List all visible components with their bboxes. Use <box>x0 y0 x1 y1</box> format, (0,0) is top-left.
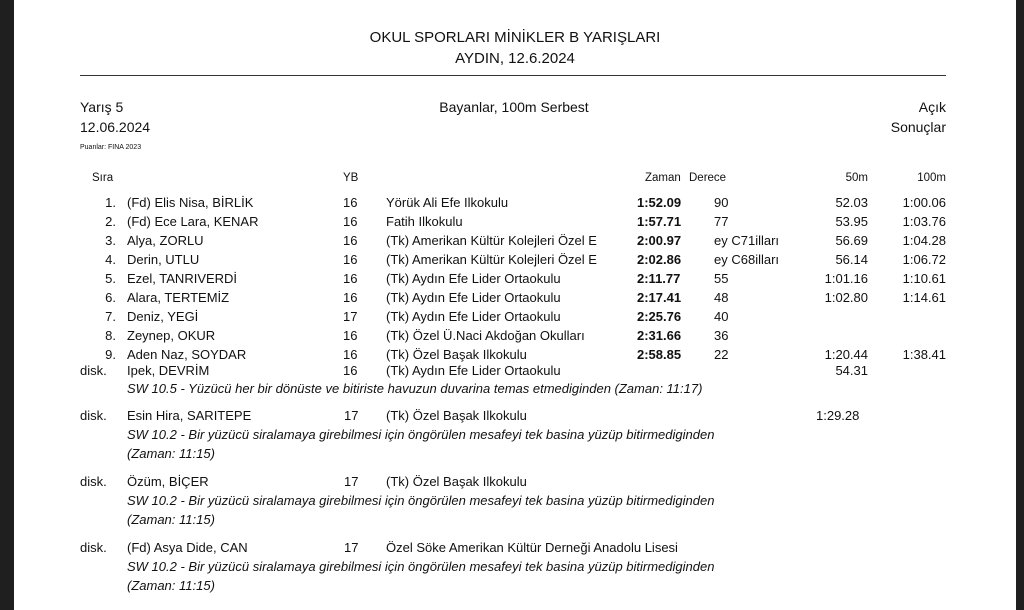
column-100m: 100m <box>917 172 946 184</box>
dq-birth-year: 17 <box>344 408 359 423</box>
dq-reason-time: (Zaman: 11:15) <box>127 446 215 461</box>
result-place: 7. <box>105 309 116 324</box>
club-name: (Tk) Aydın Efe Lider Ortaokulu <box>386 309 561 324</box>
birth-year: 16 <box>343 328 358 343</box>
result-place: 1. <box>105 195 116 210</box>
birth-year: 16 <box>343 347 358 362</box>
dq-club-name: (Tk) Özel Başak Ilkokulu <box>386 408 527 423</box>
swimmer-name: (Fd) Elis Nisa, BİRLİK <box>127 195 254 210</box>
birth-year: 16 <box>343 271 358 286</box>
dq-club-name: (Tk) Özel Başak Ilkokulu <box>386 474 527 489</box>
points: 55 <box>714 271 729 286</box>
club-name: (Tk) Aydın Efe Lider Ortaokulu <box>386 271 561 286</box>
dq-reason: SW 10.2 - Bir yüzücü siralamaya girebilmesi için öngörülen mesafeyi tek basina yüzüp bitirmediginden <box>127 493 715 508</box>
split-50m: 1:01.16 <box>824 271 868 286</box>
dq-reason-time: (Zaman: 11:15) <box>127 578 215 593</box>
swim-time: 1:57.71 <box>637 214 682 229</box>
birth-year: 17 <box>343 309 358 324</box>
dq-split: 1:29.28 <box>816 408 860 423</box>
birth-year: 16 <box>343 195 358 210</box>
swimmer-name: Aden Naz, SOYDAR <box>127 347 247 362</box>
dq-place: disk. <box>80 474 107 489</box>
result-place: 5. <box>105 271 116 286</box>
swim-time: 2:11.77 <box>637 271 681 286</box>
swim-time: 2:31.66 <box>637 328 682 343</box>
split-100m: 1:03.76 <box>902 214 946 229</box>
points: 40 <box>714 309 729 324</box>
club-name: Fatih Ilkokulu <box>386 214 463 229</box>
result-place: 9. <box>105 347 116 362</box>
column-yob: YB <box>343 172 359 184</box>
dq-birth-year: 17 <box>344 540 359 555</box>
swim-time: 2:58.85 <box>637 347 682 362</box>
column-time: Zaman <box>645 172 681 184</box>
split-50m: 1:20.44 <box>824 347 868 362</box>
split-50m: 56.69 <box>835 233 868 248</box>
event-type: Sonuçlar <box>890 119 946 135</box>
club-name: Yörük Ali Efe Ilkokulu <box>386 195 509 210</box>
birth-year: 16 <box>343 252 358 267</box>
points: 77 <box>714 214 729 229</box>
dq-club-name: Özel Söke Amerikan Kültür Derneği Anadolu Lisesi <box>386 540 678 555</box>
points: 48 <box>714 290 729 305</box>
swimmer-name: Deniz, YEGİ <box>127 309 199 324</box>
event-category: Açık <box>918 99 946 115</box>
club-name: (Tk) Amerikan Kültür Kolejleri Özel E <box>386 233 597 248</box>
points: 22 <box>714 347 729 362</box>
results-page <box>14 0 1016 610</box>
column-rank: Derece <box>689 172 727 184</box>
swim-time: 2:02.86 <box>637 252 682 267</box>
split-100m: 1:00.06 <box>902 195 946 210</box>
points: 90 <box>714 195 729 210</box>
dq-club-name: (Tk) Aydın Efe Lider Ortaokulu <box>386 363 561 378</box>
points: ey C71ilları <box>714 233 780 248</box>
swimmer-name: (Fd) Ece Lara, KENAR <box>127 214 259 229</box>
split-100m: 1:10.61 <box>902 271 946 286</box>
dq-birth-year: 17 <box>344 474 359 489</box>
swimmer-name: Alya, ZORLU <box>127 233 204 248</box>
document-subtitle: AYDIN, 12.6.2024 <box>455 50 575 67</box>
points-note: Puanlar: FINA 2023 <box>80 144 142 151</box>
birth-year: 16 <box>343 214 358 229</box>
club-name: (Tk) Amerikan Kültür Kolejleri Özel E <box>386 252 597 267</box>
swim-time: 2:25.76 <box>637 309 682 324</box>
result-place: 4. <box>105 252 116 267</box>
result-place: 6. <box>105 290 116 305</box>
dq-swimmer-name: Özüm, BİÇER <box>127 474 209 489</box>
column-place: Sıra <box>92 172 114 184</box>
birth-year: 16 <box>343 233 358 248</box>
club-name: (Tk) Özel Ü.Naci Akdoğan Okulları <box>386 328 585 343</box>
race-number: Yarış 5 <box>80 99 124 115</box>
dq-swimmer-name: (Fd) Asya Dide, CAN <box>127 540 248 555</box>
split-50m: 56.14 <box>835 252 868 267</box>
race-date: 12.06.2024 <box>80 119 151 135</box>
split-100m: 1:04.28 <box>902 233 946 248</box>
dq-place: disk. <box>80 540 107 555</box>
points: 36 <box>714 328 729 343</box>
header-divider <box>80 75 946 76</box>
dq-reason: SW 10.2 - Bir yüzücü siralamaya girebilmesi için öngörülen mesafeyi tek basina yüzüp bitirmediginden <box>127 559 715 574</box>
dq-reason: SW 10.2 - Bir yüzücü siralamaya girebilmesi için öngörülen mesafeyi tek basina yüzüp bitirmediginden <box>127 427 715 442</box>
swimmer-name: Ezel, TANRIVERDİ <box>127 271 238 286</box>
split-100m: 1:38.41 <box>902 347 946 362</box>
dq-swimmer-name: Ipek, DEVRİM <box>127 363 210 378</box>
dq-split: 54.31 <box>835 363 868 378</box>
result-place: 3. <box>105 233 116 248</box>
event-name: Bayanlar, 100m Serbest <box>439 99 589 115</box>
dq-place: disk. <box>80 408 107 423</box>
points: ey C68ilları <box>714 252 780 267</box>
document-title: OKUL SPORLARI MİNİKLER B YARIŞLARI <box>369 29 661 46</box>
column-50m: 50m <box>845 172 868 184</box>
split-100m: 1:14.61 <box>902 290 946 305</box>
dq-reason-time: (Zaman: 11:15) <box>127 512 215 527</box>
swimmer-name: Zeynep, OKUR <box>127 328 216 343</box>
split-100m: 1:06.72 <box>902 252 946 267</box>
club-name: (Tk) Aydın Efe Lider Ortaokulu <box>386 290 561 305</box>
dq-swimmer-name: Esin Hira, SARITEPE <box>127 408 252 423</box>
swim-time: 2:17.41 <box>637 290 682 305</box>
left-frame <box>0 0 14 610</box>
birth-year: 16 <box>343 290 358 305</box>
dq-reason: SW 10.5 - Yüzücü her bir dönüste ve bitiriste havuzun duvarina temas etmediginden (Zaman: 11:17) <box>127 381 703 396</box>
swimmer-name: Derin, UTLU <box>127 252 200 267</box>
swimmer-name: Alara, TERTEMİZ <box>127 290 230 305</box>
swim-time: 1:52.09 <box>637 195 682 210</box>
dq-place: disk. <box>80 363 107 378</box>
swim-time: 2:00.97 <box>637 233 682 248</box>
result-place: 8. <box>105 328 116 343</box>
split-50m: 53.95 <box>835 214 868 229</box>
dq-birth-year: 16 <box>343 363 358 378</box>
club-name: (Tk) Özel Başak Ilkokulu <box>386 347 527 362</box>
split-50m: 1:02.80 <box>824 290 868 305</box>
split-50m: 52.03 <box>835 195 868 210</box>
result-place: 2. <box>105 214 116 229</box>
right-frame <box>1016 0 1024 610</box>
